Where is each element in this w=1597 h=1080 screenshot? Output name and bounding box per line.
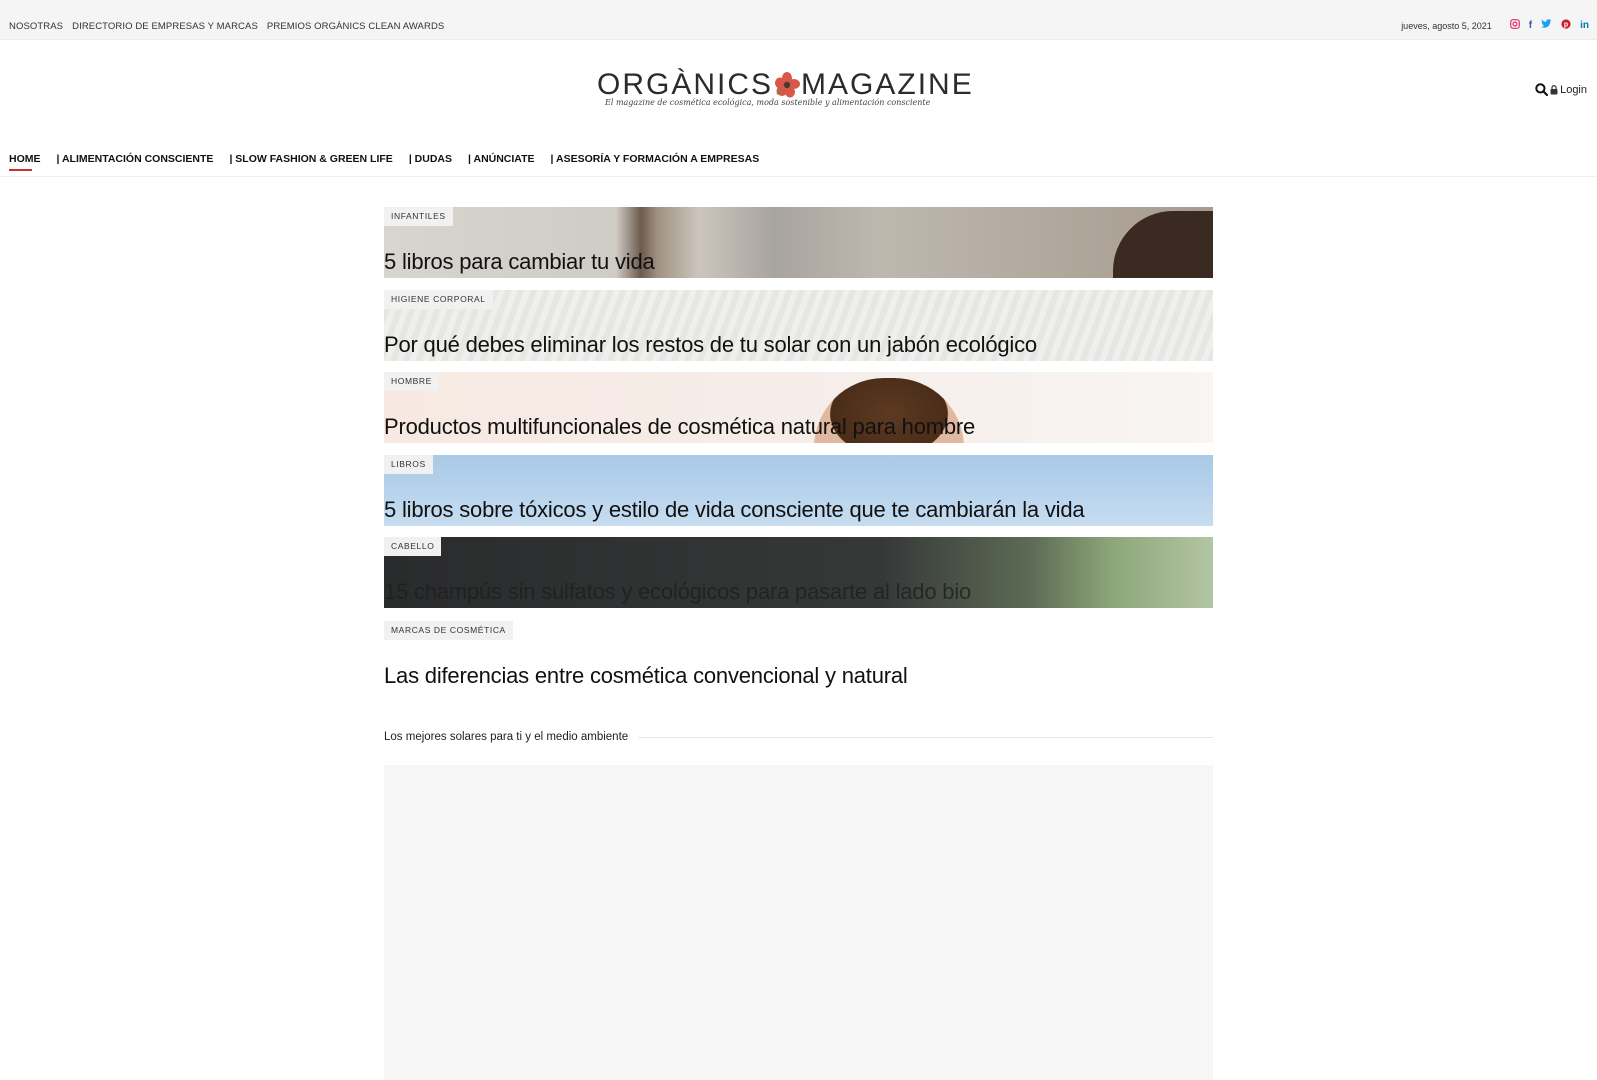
top-nav-link-premios[interactable]: PREMIOS ORGÀNICS CLEAN AWARDS <box>266 21 445 32</box>
site-logo[interactable] <box>597 68 974 116</box>
logo-wordmark <box>597 68 974 102</box>
content-placeholder <box>384 765 1213 1080</box>
lock-icon <box>1550 85 1558 95</box>
nav-item-home[interactable]: HOME <box>9 153 41 165</box>
nav-item-dudas[interactable]: | DUDAS <box>408 153 453 165</box>
linkedin-icon[interactable]: in <box>1580 20 1589 31</box>
instagram-icon[interactable] <box>1510 19 1520 33</box>
svg-text:p: p <box>1563 21 1569 29</box>
search-icon[interactable] <box>1535 83 1548 96</box>
article-title[interactable]: Las diferencias entre cosmética convencional y natural <box>384 663 908 688</box>
article-card[interactable] <box>384 455 1213 526</box>
category-badge[interactable]: CABELLO <box>384 537 441 556</box>
twitter-icon[interactable] <box>1541 19 1552 33</box>
article-card[interactable] <box>384 290 1213 361</box>
article-card[interactable] <box>384 207 1213 278</box>
category-badge[interactable]: INFANTILES <box>384 207 453 226</box>
top-nav-link-directorio[interactable]: DIRECTORIO DE EMPRESAS Y MARCAS <box>72 21 258 32</box>
nav-item-alimentacion[interactable]: | ALIMENTACIÓN CONSCIENTE <box>56 153 214 165</box>
flower-icon <box>774 72 800 98</box>
facebook-icon[interactable]: f <box>1528 20 1533 31</box>
category-badge[interactable]: LIBROS <box>384 455 433 474</box>
top-nav-link-nosotras[interactable]: NOSOTRAS <box>9 21 64 32</box>
article-title[interactable]: Productos multifuncionales de cosmética natural para hombre <box>384 414 976 439</box>
login-link[interactable]: Login <box>1560 83 1587 96</box>
logo-right-text: MAGAZINE <box>801 68 974 101</box>
article-title[interactable]: Por qué debes eliminar los restos de tu solar con un jabón ecológico <box>384 332 1037 357</box>
article-title[interactable]: 5 libros para cambiar tu vida <box>384 249 655 274</box>
category-badge[interactable]: HIGIENE CORPORAL <box>384 290 493 309</box>
logo-left-text: ORGÀNICS <box>597 68 774 101</box>
article-title[interactable]: 5 libros sobre tóxicos y estilo de vida consciente que te cambiarán la vida <box>384 497 1085 522</box>
article-card[interactable] <box>384 537 1213 608</box>
top-nav <box>9 21 444 32</box>
current-date: jueves, agosto 5, 2021 <box>1401 21 1492 31</box>
section-title: Los mejores solares para ti y el medio ambiente <box>384 731 638 743</box>
logo-tagline: El magazine de cosmética ecológica, moda sostenible y alimentación consciente <box>605 98 931 107</box>
category-badge[interactable]: MARCAS DE COSMÉTICA <box>384 621 513 640</box>
nav-divider <box>0 176 1597 177</box>
login-area[interactable] <box>1535 83 1587 96</box>
nav-item-anunciate[interactable]: | ANÚNCIATE <box>468 153 535 165</box>
article-title[interactable]: 15 champús sin sulfatos y ecológicos para pasarte al lado bio <box>384 579 972 604</box>
pinterest-icon[interactable] <box>1561 19 1571 33</box>
top-right <box>1401 19 1589 33</box>
category-badge[interactable]: HOMBRE <box>384 372 439 391</box>
top-bar <box>0 0 1597 40</box>
main-nav <box>9 153 775 165</box>
article-card[interactable] <box>384 372 1213 443</box>
nav-item-slow-fashion[interactable]: | SLOW FASHION & GREEN LIFE <box>229 153 393 165</box>
nav-item-asesoria[interactable]: | ASESORÍA Y FORMACIÓN A EMPRESAS <box>550 153 760 165</box>
